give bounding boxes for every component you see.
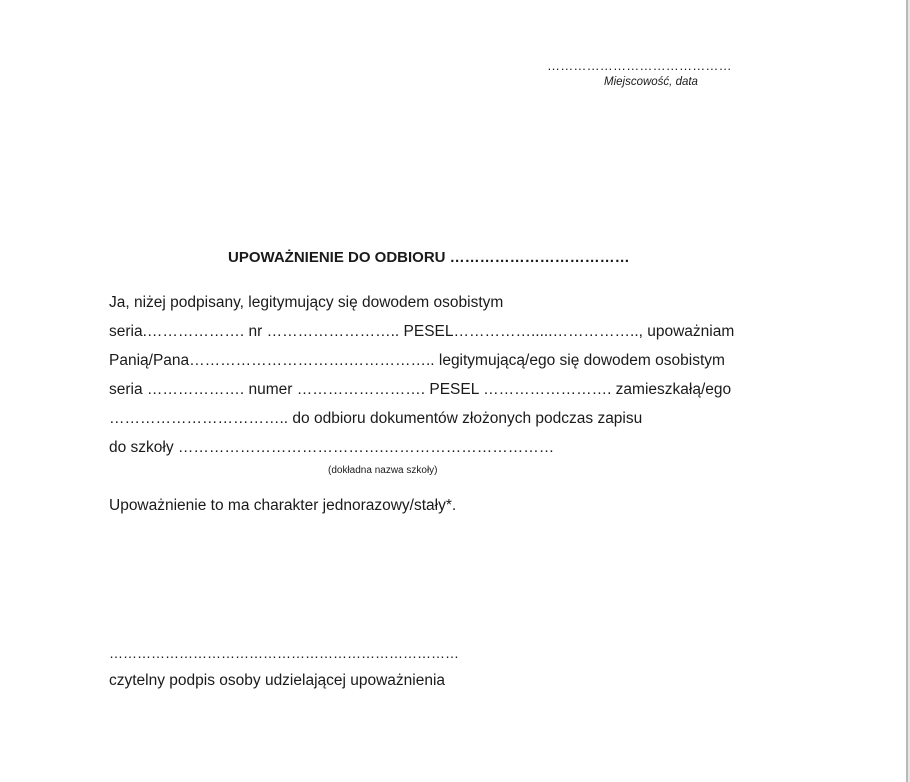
body-line-6: do szkoły ………………………………….…………………………… xyxy=(109,439,555,456)
place-date-label: Miejscowość, data xyxy=(604,76,698,88)
signature-label: czytelny podpis osoby udzielającej upoważnienia xyxy=(109,672,446,689)
signature-field: ………………………………………………………………… xyxy=(109,645,459,661)
authorization-nature: Upoważnienie to ma charakter jednorazowy/stały*. xyxy=(109,497,457,514)
body-line-4: seria ………………. numer ……………………. PESEL ……………………. zamieszkałą/ego xyxy=(109,381,732,398)
body-line-5: …………………………….. do odbioru dokumentów złożonych podczas zapisu xyxy=(109,410,643,427)
document-title: UPOWAŻNIENIE DO ODBIORU ……………………………… xyxy=(228,249,630,266)
body-line-2: seria.………………. nr …………………….. PESEL…………….....…………….., upoważniam xyxy=(109,323,735,340)
body-line-1: Ja, niżej podpisany, legitymujący się dowodem osobistym xyxy=(109,294,504,311)
school-name-hint: (dokładna nazwa szkoły) xyxy=(328,465,438,476)
body-line-3: Panią/Pana………………………….…………….. legitymującą/ego się dowodem osobistym xyxy=(109,352,725,369)
place-date-field: …………………………………… xyxy=(547,58,732,73)
